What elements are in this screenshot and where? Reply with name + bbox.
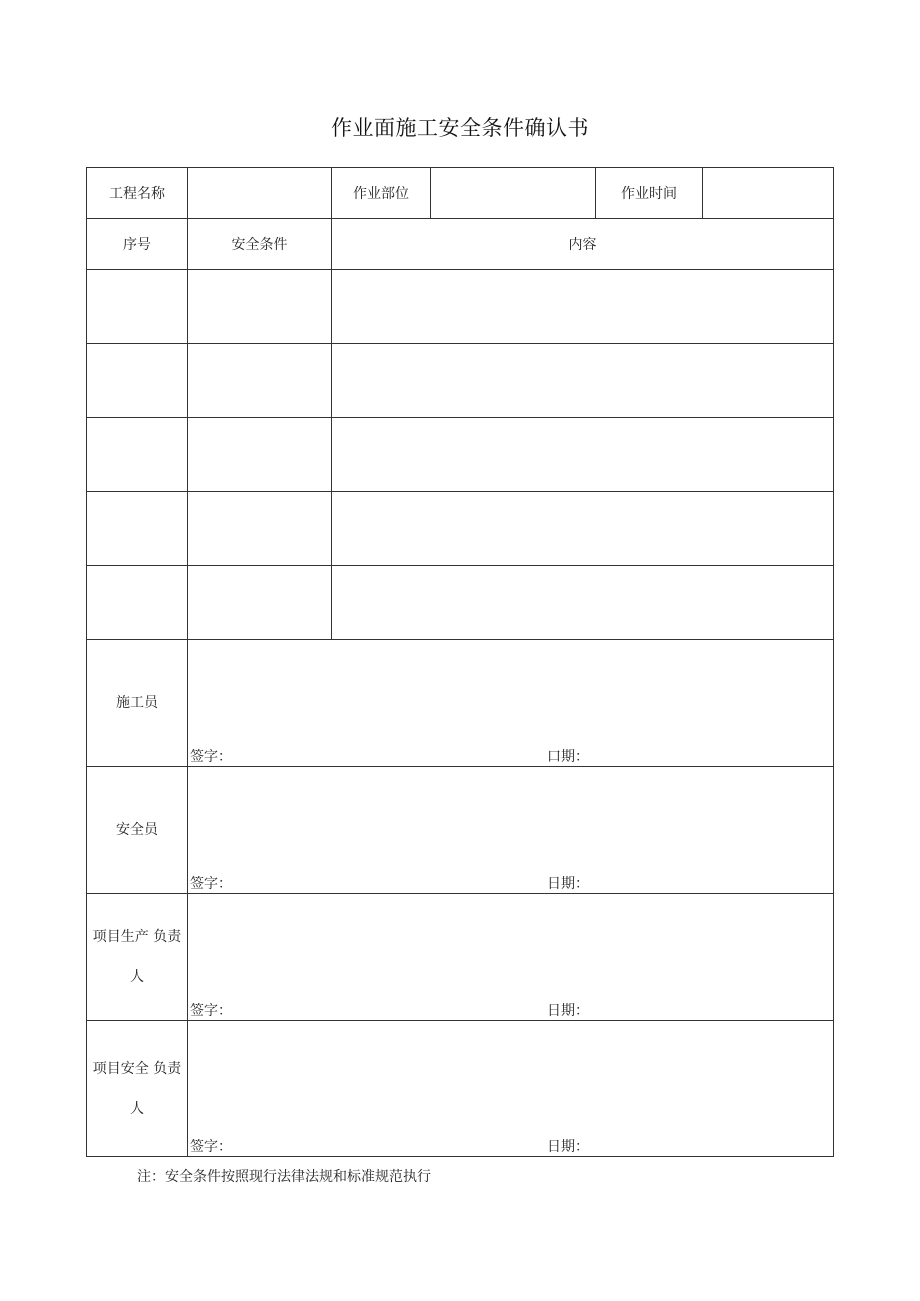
item-seq-cell[interactable] xyxy=(87,492,188,566)
item-content-cell[interactable] xyxy=(332,566,834,640)
item-condition-cell[interactable] xyxy=(188,492,332,566)
signature-label: 签字： xyxy=(190,749,232,765)
table-row xyxy=(87,566,834,640)
work-time-field[interactable] xyxy=(703,168,834,219)
table-row xyxy=(87,344,834,418)
item-seq-cell[interactable] xyxy=(87,344,188,418)
item-content-cell[interactable] xyxy=(332,492,834,566)
column-header-row xyxy=(87,219,834,270)
signature-area[interactable] xyxy=(188,894,834,1021)
signoff-row-safety-manager xyxy=(87,1021,834,1157)
project-name-field[interactable] xyxy=(188,168,332,219)
document-title: 作业面施工安全条件确认书 xyxy=(331,116,589,140)
work-time-label: 作业时间 xyxy=(596,168,703,219)
table-row xyxy=(87,492,834,566)
table-row xyxy=(87,418,834,492)
signoff-role-cell xyxy=(87,894,188,1021)
work-location-field[interactable] xyxy=(431,168,596,219)
signature-area[interactable] xyxy=(188,640,834,767)
column-header-condition: 安全条件 xyxy=(188,219,332,270)
header-row xyxy=(87,168,834,219)
table-row xyxy=(87,270,834,344)
column-header-content: 内容 xyxy=(332,219,834,270)
date-label: 日期： xyxy=(547,876,589,892)
signoff-role: 安全员 xyxy=(116,822,158,838)
work-location-label: 作业部位 xyxy=(332,168,431,219)
item-content-cell[interactable] xyxy=(332,344,834,418)
date-label: 日期： xyxy=(547,1139,589,1155)
signoff-row-safety-officer xyxy=(87,767,834,894)
date-label: 口期： xyxy=(547,749,589,765)
date-label: 日期： xyxy=(547,1003,589,1019)
signature-area[interactable] xyxy=(188,1021,834,1157)
item-condition-cell[interactable] xyxy=(188,270,332,344)
project-name-label: 工程名称 xyxy=(87,168,188,219)
item-condition-cell[interactable] xyxy=(188,344,332,418)
signoff-role: 项目安全 负责人 xyxy=(92,1060,182,1117)
signoff-row-construction-worker xyxy=(87,640,834,767)
signature-label: 签字： xyxy=(190,876,232,892)
signoff-role-cell xyxy=(87,1021,188,1157)
signoff-role-cell xyxy=(87,767,188,894)
signature-area[interactable] xyxy=(188,767,834,894)
signature-label: 签字： xyxy=(190,1003,232,1019)
signature-label: 签字： xyxy=(190,1139,232,1155)
item-condition-cell[interactable] xyxy=(188,566,332,640)
signoff-role: 项目生产 负责人 xyxy=(92,929,182,985)
signoff-role: 施工员 xyxy=(116,695,158,711)
column-header-seq: 序号 xyxy=(87,219,188,270)
item-content-cell[interactable] xyxy=(332,418,834,492)
signoff-row-production-manager xyxy=(87,894,834,1021)
confirmation-form-table xyxy=(86,167,834,1157)
item-seq-cell[interactable] xyxy=(87,418,188,492)
signoff-role-cell xyxy=(87,640,188,767)
item-content-cell[interactable] xyxy=(332,270,834,344)
item-condition-cell[interactable] xyxy=(188,418,332,492)
item-seq-cell[interactable] xyxy=(87,270,188,344)
item-seq-cell[interactable] xyxy=(87,566,188,640)
footnote: 注：安全条件按照现行法律法规和标准规范执行 xyxy=(137,1169,431,1185)
